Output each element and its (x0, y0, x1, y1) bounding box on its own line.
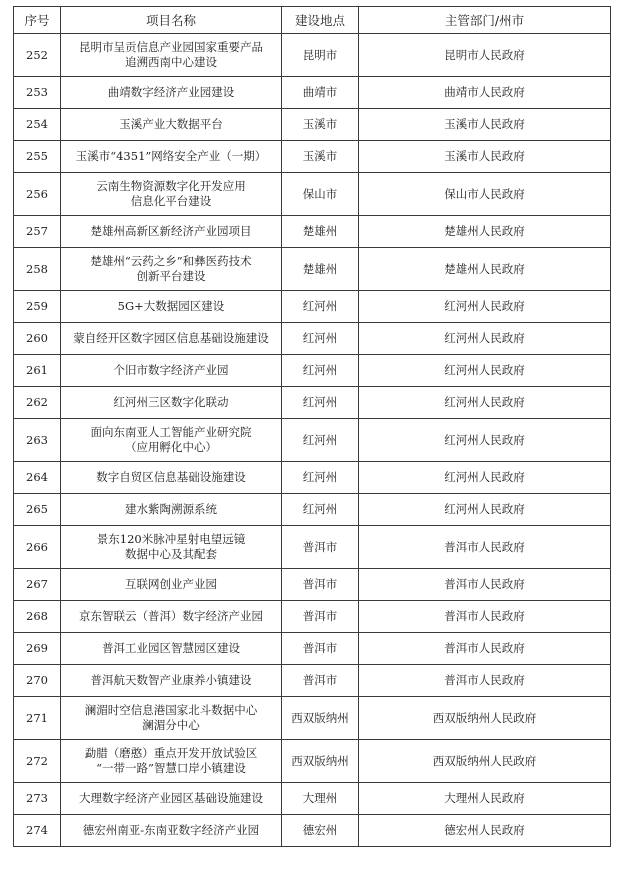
cell-department-text: 保山市人民政府 (444, 186, 525, 201)
cell-no-text: 253 (26, 85, 48, 99)
table-row (14, 526, 611, 569)
cell-department (359, 173, 611, 216)
cell-no-text: 269 (26, 641, 48, 655)
cell-no-text: 255 (26, 149, 48, 163)
header-department: 主管部门/州市 (359, 7, 611, 34)
cell-no (14, 323, 61, 355)
cell-name (61, 387, 282, 419)
cell-department-text: 楚雄州人民政府 (444, 224, 525, 238)
cell-name (61, 665, 282, 697)
cell-no-text: 271 (26, 710, 48, 725)
cell-location-text: 玉溪市 (302, 149, 338, 163)
cell-department-text: 红河州人民政府 (444, 299, 525, 313)
cell-department (359, 216, 611, 248)
cell-location (282, 815, 359, 847)
cell-department (359, 77, 611, 109)
cell-department (359, 569, 611, 601)
table-row (14, 34, 611, 77)
cell-department (359, 462, 611, 494)
cell-location (282, 77, 359, 109)
table-row (14, 141, 611, 173)
cell-no (14, 34, 61, 77)
cell-location (282, 387, 359, 419)
cell-location-text: 楚雄州 (302, 261, 338, 276)
cell-location-text: 普洱市 (302, 539, 338, 554)
cell-name-text: 楚雄州高新区新经济产业园项目 (90, 224, 252, 238)
cell-no (14, 494, 61, 526)
cell-no-text: 260 (26, 331, 48, 345)
table-body (14, 34, 611, 847)
cell-no (14, 387, 61, 419)
cell-no-text: 273 (26, 791, 48, 805)
cell-location-text: 普洱市 (302, 609, 338, 623)
cell-name-text: 大理数字经济产业园区基础设施建设 (79, 791, 263, 805)
cell-no (14, 291, 61, 323)
header-name: 项目名称 (61, 7, 282, 34)
cell-no (14, 697, 61, 740)
table-row (14, 419, 611, 462)
cell-no (14, 173, 61, 216)
cell-department (359, 665, 611, 697)
cell-department-text: 西双版纳州人民政府 (432, 753, 537, 768)
cell-no-text: 262 (26, 395, 48, 409)
cell-no (14, 355, 61, 387)
cell-no-text: 263 (26, 432, 48, 447)
cell-location-text: 红河州 (302, 470, 338, 484)
cell-location-text: 红河州 (302, 432, 338, 447)
cell-department (359, 697, 611, 740)
cell-location-text: 普洱市 (302, 673, 338, 687)
table-row (14, 633, 611, 665)
cell-department-text: 红河州人民政府 (444, 432, 525, 447)
cell-no (14, 419, 61, 462)
cell-department-text: 西双版纳州人民政府 (432, 710, 537, 725)
cell-no-text: 257 (26, 224, 48, 238)
cell-name-text: 云南生物资源数字化开发应用 信息化平台建设 (96, 179, 246, 208)
cell-location-text: 玉溪市 (302, 117, 338, 131)
cell-no-text: 264 (26, 470, 48, 484)
table-row (14, 387, 611, 419)
cell-location (282, 419, 359, 462)
cell-no (14, 141, 61, 173)
cell-no (14, 248, 61, 291)
table-row (14, 77, 611, 109)
cell-name-text: 红河州三区数字化联动 (113, 395, 229, 409)
cell-location (282, 494, 359, 526)
cell-department-text: 大理州人民政府 (444, 791, 525, 805)
cell-location-text: 昆明市 (302, 47, 338, 62)
cell-no (14, 665, 61, 697)
cell-department (359, 291, 611, 323)
cell-department-text: 红河州人民政府 (444, 502, 525, 516)
cell-name (61, 291, 282, 323)
cell-location-text: 红河州 (302, 395, 338, 409)
cell-name-text: 澜湄时空信息港国家北斗数据中心 澜湄分中心 (84, 703, 258, 732)
cell-location (282, 173, 359, 216)
cell-location (282, 601, 359, 633)
cell-department-text: 楚雄州人民政府 (444, 261, 525, 276)
cell-department-text: 德宏州人民政府 (444, 823, 525, 837)
cell-location-text: 大理州 (302, 791, 338, 805)
cell-no-text: 259 (26, 299, 48, 313)
cell-name (61, 740, 282, 783)
table-row (14, 815, 611, 847)
cell-name (61, 173, 282, 216)
cell-no (14, 526, 61, 569)
cell-no-text: 267 (26, 577, 48, 591)
cell-department-text: 普洱市人民政府 (444, 609, 525, 623)
cell-name-text: 个旧市数字经济产业园 (113, 363, 229, 377)
cell-department (359, 323, 611, 355)
cell-department-text: 红河州人民政府 (444, 363, 525, 377)
cell-no-text: 256 (26, 186, 48, 201)
cell-location (282, 740, 359, 783)
cell-department-text: 玉溪市人民政府 (444, 149, 525, 163)
cell-location (282, 109, 359, 141)
cell-location-text: 西双版纳州 (291, 753, 349, 768)
cell-location-text: 西双版纳州 (291, 710, 349, 725)
cell-department-text: 红河州人民政府 (444, 470, 525, 484)
cell-name (61, 783, 282, 815)
cell-department (359, 419, 611, 462)
table-row (14, 462, 611, 494)
table-row (14, 323, 611, 355)
cell-location-text: 普洱市 (302, 577, 338, 591)
cell-no-text: 252 (26, 47, 48, 62)
cell-no (14, 109, 61, 141)
cell-name-text: 勐腊（磨憨）重点开发开放试验区 “一带一路”智慧口岸小镇建设 (84, 746, 258, 775)
cell-department-text: 普洱市人民政府 (444, 577, 525, 591)
cell-no-text: 270 (26, 673, 48, 687)
cell-department (359, 141, 611, 173)
cell-department (359, 248, 611, 291)
cell-name-text: 楚雄州“云药之乡”和彝医药技术 创新平台建设 (90, 254, 252, 283)
cell-name-text: 玉溪产业大数据平台 (119, 117, 223, 131)
cell-name-text: 昆明市呈贡信息产业园国家重要产品 追溯西南中心建设 (79, 40, 263, 69)
cell-location-text: 红河州 (302, 299, 338, 313)
cell-location (282, 783, 359, 815)
cell-location (282, 462, 359, 494)
cell-department (359, 34, 611, 77)
cell-no-text: 266 (26, 539, 48, 554)
table-header-row (14, 7, 611, 34)
cell-no (14, 601, 61, 633)
cell-location (282, 569, 359, 601)
cell-name-text: 曲靖数字经济产业园建设 (107, 85, 235, 99)
cell-no (14, 783, 61, 815)
table-row (14, 697, 611, 740)
cell-department (359, 355, 611, 387)
cell-name-text: 德宏州南亚-东南亚数字经济产业园 (82, 823, 260, 837)
cell-location (282, 291, 359, 323)
cell-no (14, 569, 61, 601)
cell-name (61, 248, 282, 291)
table-row (14, 109, 611, 141)
cell-department-text: 普洱市人民政府 (444, 539, 525, 554)
cell-department-text: 昆明市人民政府 (444, 47, 525, 62)
cell-location (282, 34, 359, 77)
cell-name (61, 815, 282, 847)
cell-department (359, 633, 611, 665)
cell-name (61, 355, 282, 387)
table-row (14, 601, 611, 633)
cell-location-text: 曲靖市 (302, 85, 338, 99)
cell-department-text: 普洱市人民政府 (444, 641, 525, 655)
cell-no-text: 254 (26, 117, 48, 131)
cell-location (282, 665, 359, 697)
cell-name-text: 京东智联云（普洱）数字经济产业园 (79, 609, 263, 623)
header-no: 序号 (14, 7, 61, 34)
cell-department (359, 815, 611, 847)
cell-no (14, 216, 61, 248)
table-row (14, 494, 611, 526)
cell-name-text: 普洱航天数智产业康养小镇建设 (90, 673, 252, 687)
table-row (14, 173, 611, 216)
cell-location (282, 697, 359, 740)
cell-name (61, 526, 282, 569)
cell-no-text: 268 (26, 609, 48, 623)
cell-name-text: 普洱工业园区智慧园区建设 (102, 641, 240, 655)
cell-name (61, 34, 282, 77)
cell-department-text: 红河州人民政府 (444, 395, 525, 409)
cell-no-text: 261 (26, 363, 48, 377)
cell-no (14, 740, 61, 783)
cell-location (282, 355, 359, 387)
cell-location-text: 红河州 (302, 331, 338, 345)
table-row (14, 740, 611, 783)
table-row (14, 248, 611, 291)
cell-location-text: 德宏州 (302, 823, 338, 837)
cell-name (61, 216, 282, 248)
cell-department-text: 玉溪市人民政府 (444, 117, 525, 131)
cell-no (14, 462, 61, 494)
cell-department (359, 601, 611, 633)
cell-name (61, 462, 282, 494)
cell-location (282, 526, 359, 569)
cell-location-text: 普洱市 (302, 641, 338, 655)
cell-department (359, 109, 611, 141)
table-row (14, 783, 611, 815)
cell-location-text: 红河州 (302, 502, 338, 516)
cell-name (61, 419, 282, 462)
cell-name (61, 569, 282, 601)
cell-name-text: 建水紫陶溯源系统 (125, 502, 217, 516)
header-location: 建设地点 (282, 7, 359, 34)
cell-location (282, 216, 359, 248)
cell-department (359, 494, 611, 526)
cell-no-text: 258 (26, 261, 48, 276)
cell-name (61, 633, 282, 665)
cell-name (61, 109, 282, 141)
cell-department-text: 红河州人民政府 (444, 331, 525, 345)
cell-name (61, 323, 282, 355)
cell-department-text: 普洱市人民政府 (444, 673, 525, 687)
table-row (14, 665, 611, 697)
cell-name (61, 601, 282, 633)
cell-name-text: 数字自贸区信息基础设施建设 (96, 470, 246, 484)
cell-name-text: 5G+大数据园区建设 (117, 299, 225, 313)
table-row (14, 291, 611, 323)
cell-department-text: 曲靖市人民政府 (444, 85, 525, 99)
table-row (14, 216, 611, 248)
cell-name-text: 景东120米脉冲星射电望远镜 数据中心及其配套 (96, 532, 246, 561)
cell-location (282, 141, 359, 173)
cell-no (14, 633, 61, 665)
cell-no (14, 815, 61, 847)
project-table (13, 6, 611, 847)
table-row (14, 569, 611, 601)
cell-no-text: 274 (26, 823, 48, 837)
cell-name (61, 77, 282, 109)
cell-department (359, 387, 611, 419)
cell-name (61, 141, 282, 173)
cell-department (359, 783, 611, 815)
cell-name (61, 697, 282, 740)
cell-location (282, 248, 359, 291)
table-row (14, 355, 611, 387)
cell-department (359, 526, 611, 569)
cell-location (282, 323, 359, 355)
cell-location (282, 633, 359, 665)
cell-no-text: 265 (26, 502, 48, 516)
cell-name (61, 494, 282, 526)
cell-name-text: 蒙自经开区数字园区信息基础设施建设 (73, 331, 269, 345)
cell-name-text: 面向东南亚人工智能产业研究院 （应用孵化中心） (90, 425, 252, 454)
cell-no-text: 272 (26, 753, 48, 768)
cell-location-text: 保山市 (302, 186, 338, 201)
cell-no (14, 77, 61, 109)
cell-name-text: 玉溪市“4351”网络安全产业（一期） (75, 149, 267, 163)
cell-location-text: 楚雄州 (302, 224, 338, 238)
cell-department (359, 740, 611, 783)
cell-location-text: 红河州 (302, 363, 338, 377)
cell-name-text: 互联网创业产业园 (125, 577, 217, 591)
